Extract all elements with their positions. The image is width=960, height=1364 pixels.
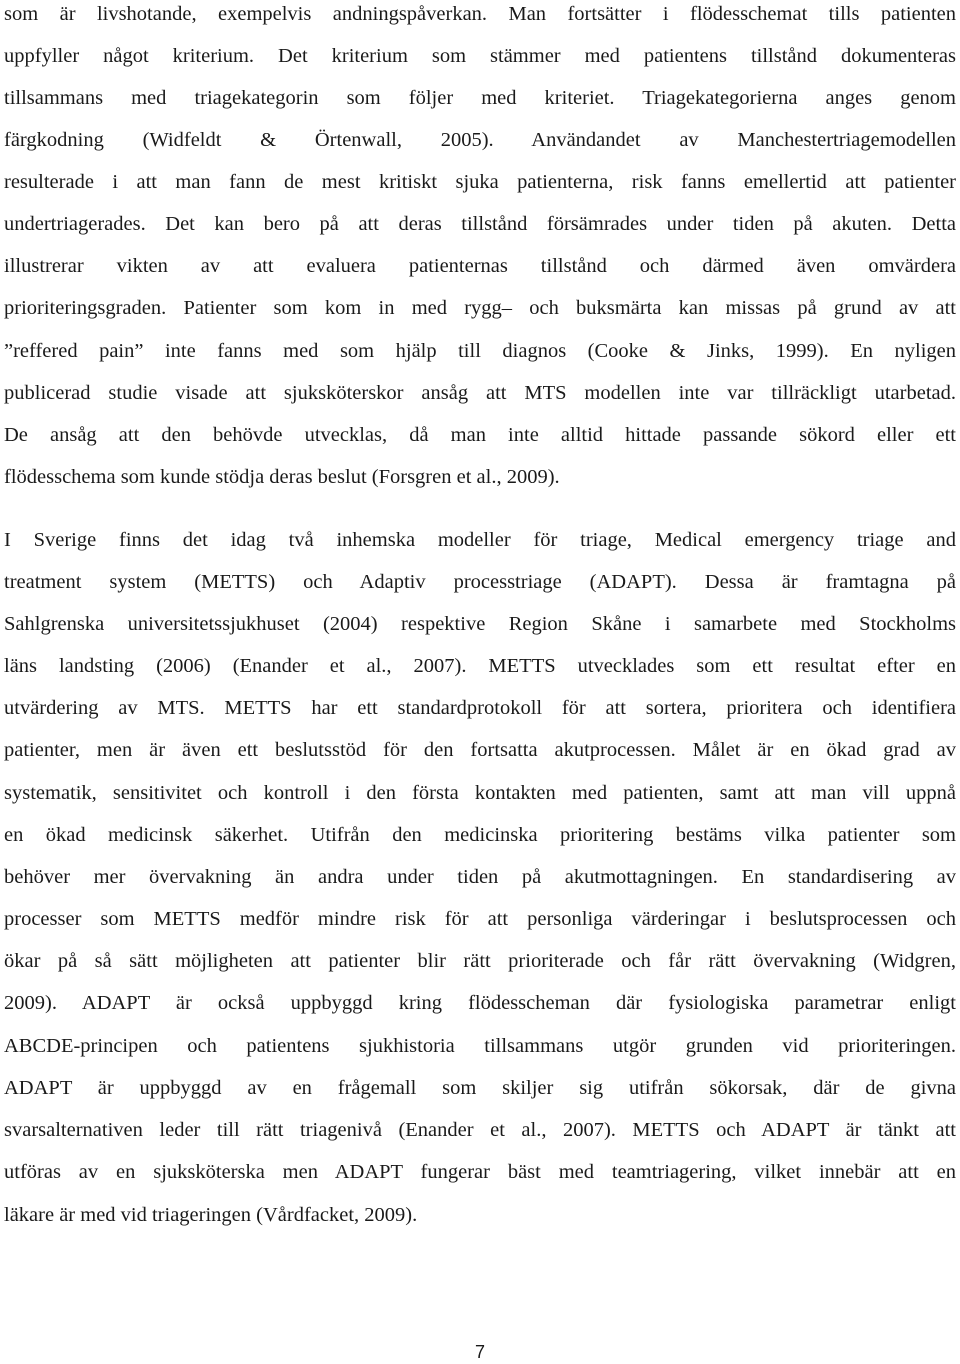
text-line: I Sverige finns det idag två inhemska modeller för triage, Medical emergency triage and bbox=[4, 529, 956, 551]
text-line: patienter, men är även ett beslutsstöd för den fortsatta akutprocessen. Målet är en ökad grad av bbox=[4, 739, 956, 761]
text-line: svarsalternativen leder till rätt triagenivå (Enander et al., 2007). METTS och ADAPT är tänkt att bbox=[4, 1119, 956, 1141]
text-line: flödesschema som kunde stödja deras beslut (Forsgren et al., 2009). bbox=[4, 466, 560, 488]
text-line: resulterade i att man fann de mest kritiskt sjuka patienterna, risk fanns emellertid att patienter bbox=[4, 171, 956, 193]
text-line: processer som METTS medför mindre risk för att personliga värderingar i beslutsprocessen och bbox=[4, 908, 956, 930]
text-line: utvärdering av MTS. METTS har ett standardprotokoll för att sortera, prioritera och identifiera bbox=[4, 697, 956, 719]
text-line: tillsammans med triagekategorin som följer med kriteriet. Triagekategorierna anges genom bbox=[4, 87, 956, 109]
text-line: ”reffered pain” inte fanns med som hjälp till diagnos (Cooke & Jinks, 1999). En nyligen bbox=[4, 340, 956, 362]
text-line: uppfyller något kriterium. Det kriterium som stämmer med patientens tillstånd dokumenteras bbox=[4, 45, 956, 67]
page-number: 7 bbox=[474, 1342, 485, 1362]
text-line: färgkodning (Widfeldt & Örtenwall, 2005). Användandet av Manchestertriagemodellen bbox=[4, 129, 956, 151]
text-line: en ökad medicinsk säkerhet. Utifrån den medicinska prioritering bestäms vilka patienter som bbox=[4, 824, 956, 846]
text-line: prioriteringsgraden. Patienter som kom in med rygg– och buksmärta kan missas på grund av att bbox=[4, 297, 956, 319]
text-line: publicerad studie visade att sjuksköterskor ansåg att MTS modellen inte var tillräckligt utarbetad. bbox=[4, 382, 956, 404]
text-line: ABCDE-principen och patientens sjukhistoria tillsammans utgör grunden vid prioriteringen. bbox=[4, 1035, 956, 1057]
text-line: illustrerar vikten av att evaluera patienternas tillstånd och därmed även omvärdera bbox=[4, 255, 956, 277]
text-line: behöver mer övervakning än andra under tiden på akutmottagningen. En standardisering av bbox=[4, 866, 956, 888]
text-line: De ansåg att den behövde utvecklas, då man inte alltid hittade passande sökord eller ett bbox=[4, 424, 956, 446]
text-line: ADAPT är uppbyggd av en frågemall som skiljer sig utifrån sökorsak, där de givna bbox=[4, 1077, 956, 1099]
text-line: undertriagerades. Det kan bero på att deras tillstånd försämrades under tiden på akuten. Detta bbox=[4, 213, 956, 235]
text-line: läns landsting (2006) (Enander et al., 2007). METTS utvecklades som ett resultat efter en bbox=[4, 655, 956, 677]
text-line: Sahlgrenska universitetssjukhuset (2004) respektive Region Skåne i samarbete med Stockholms bbox=[4, 613, 956, 635]
text-line: läkare är med vid triageringen (Vårdfacket, 2009). bbox=[4, 1204, 418, 1226]
text-line: 2009). ADAPT är också uppbyggd kring flödesscheman där fysiologiska parametrar enligt bbox=[4, 992, 956, 1014]
text-line: som är livshotande, exempelvis andningspåverkan. Man fortsätter i flödesschemat tills patienten bbox=[4, 3, 956, 25]
text-line: systematik, sensitivitet och kontroll i den första kontakten med patienten, samt att man vill uppnå bbox=[4, 782, 956, 804]
text-line: ökar på så sätt möjligheten att patienter blir rätt prioriterade och får rätt övervakning (Widgren, bbox=[4, 950, 956, 972]
text-line: treatment system (METTS) och Adaptiv processtriage (ADAPT). Dessa är framtagna på bbox=[4, 571, 956, 593]
text-line: utföras av en sjuksköterska men ADAPT fungerar bäst med teamtriagering, vilket innebär att en bbox=[4, 1161, 956, 1183]
